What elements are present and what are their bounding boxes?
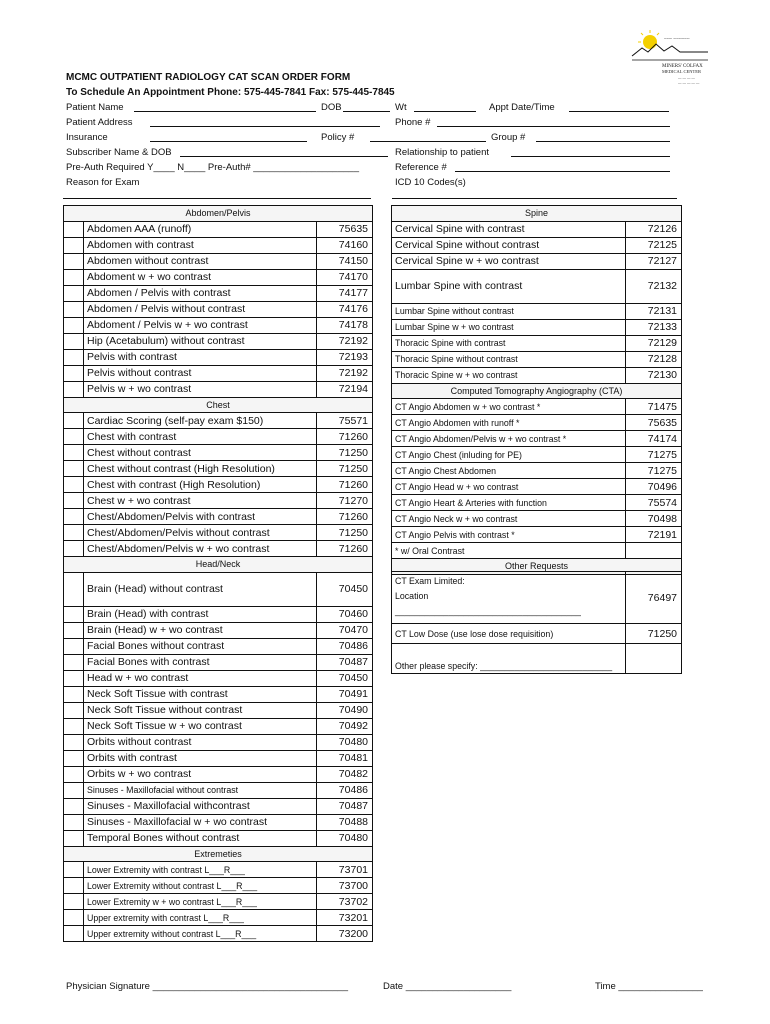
exam-row-lower-extremity-w-wo-contrast-l-r[interactable] bbox=[64, 894, 373, 910]
exam-label: Neck Soft Tissue with contrast bbox=[84, 686, 317, 702]
exam-row-abdomen-without-contrast[interactable] bbox=[64, 253, 373, 269]
reference-label: Reference # bbox=[395, 162, 447, 173]
exam-row-lumbar-spine-with-contrast[interactable] bbox=[392, 269, 682, 303]
cpt-code: 71270 bbox=[317, 493, 373, 509]
exam-checkbox[interactable] bbox=[64, 541, 84, 557]
exam-label: Brain (Head) w + wo contrast bbox=[84, 622, 317, 638]
exam-checkbox[interactable] bbox=[64, 878, 84, 894]
cpt-code: 70460 bbox=[317, 606, 373, 622]
exam-checkbox[interactable] bbox=[64, 509, 84, 525]
cpt-code: 70450 bbox=[317, 572, 373, 606]
exam-label: CT Angio Abdomen w + wo contrast * bbox=[392, 399, 626, 415]
relationship-field[interactable] bbox=[511, 156, 670, 157]
exam-checkbox[interactable] bbox=[64, 525, 84, 541]
exam-row-brain-head-w-wo-contrast[interactable] bbox=[64, 622, 373, 638]
phone-field[interactable] bbox=[437, 126, 670, 127]
appt-field[interactable] bbox=[569, 111, 669, 112]
exam-label: Thoracic Spine with contrast bbox=[392, 335, 626, 351]
exam-row-thoracic-spine-with-contrast[interactable] bbox=[392, 335, 682, 351]
cpt-code: 70491 bbox=[317, 686, 373, 702]
svg-text:MEDICAL CENTER: MEDICAL CENTER bbox=[662, 69, 701, 74]
exam-label: Lumbar Spine with contrast bbox=[392, 269, 626, 303]
svg-text:~~~ ~~~~~~: ~~~ ~~~~~~ bbox=[664, 37, 690, 42]
cpt-code: 72125 bbox=[626, 237, 682, 253]
cpt-code: 74150 bbox=[317, 253, 373, 269]
cpt-code: 71260 bbox=[317, 477, 373, 493]
exam-label: Lumbar Spine w + wo contrast bbox=[392, 319, 626, 335]
exam-checkbox[interactable] bbox=[64, 718, 84, 734]
exam-label: Abdomen AAA (runoff) bbox=[84, 221, 317, 237]
exam-row-w-oral-contrast[interactable] bbox=[392, 543, 682, 559]
cpt-code: 75635 bbox=[626, 415, 682, 431]
exam-label: CT Angio Head w + wo contrast bbox=[392, 479, 626, 495]
physician-signature[interactable]: Physician Signature _____________________________________ bbox=[66, 981, 349, 992]
insurance-field[interactable] bbox=[150, 141, 307, 142]
cpt-code: 74177 bbox=[317, 285, 373, 301]
svg-text:— — — —: — — — — bbox=[678, 76, 695, 80]
exam-label: Brain (Head) with contrast bbox=[84, 606, 317, 622]
ct-low-dose-code: 71250 bbox=[626, 624, 682, 644]
exam-row-ct-angio-abdomen-with-runoff[interactable] bbox=[392, 415, 682, 431]
exam-label: Thoracic Spine w + wo contrast bbox=[392, 367, 626, 383]
exam-row-head-w-wo-contrast[interactable] bbox=[64, 670, 373, 686]
exam-row-ct-angio-chest-inluding-for-pe[interactable] bbox=[392, 447, 682, 463]
exam-row-ct-angio-abdomen-w-wo-contrast[interactable] bbox=[392, 399, 682, 415]
exam-row-pelvis-w-wo-contrast[interactable] bbox=[64, 381, 373, 397]
exam-row-chest-with-contrast-high-resolution[interactable] bbox=[64, 477, 373, 493]
exam-label: Chest/Abdomen/Pelvis without contrast bbox=[84, 525, 317, 541]
exam-checkbox[interactable] bbox=[64, 782, 84, 798]
exam-row-orbits-w-wo-contrast[interactable] bbox=[64, 766, 373, 782]
exam-row-facial-bones-with-contrast[interactable] bbox=[64, 654, 373, 670]
exam-label: Lower Extremity with contrast L___R___ bbox=[84, 862, 317, 878]
reason-label: Reason for Exam bbox=[66, 177, 140, 188]
exam-checkbox[interactable] bbox=[64, 702, 84, 718]
cpt-code: 70490 bbox=[317, 702, 373, 718]
exam-label: Upper extremity with contrast L___R___ bbox=[84, 910, 317, 926]
cpt-code: 73201 bbox=[317, 910, 373, 926]
exam-label: Abdomen / Pelvis without contrast bbox=[84, 301, 317, 317]
policy-label: Policy # bbox=[321, 132, 355, 143]
exam-label: Abdoment w + wo contrast bbox=[84, 269, 317, 285]
exam-checkbox[interactable] bbox=[64, 477, 84, 493]
exam-row-cervical-spine-w-wo-contrast[interactable] bbox=[392, 253, 682, 269]
location-label: Location bbox=[395, 591, 429, 601]
section-header: Spine bbox=[392, 206, 682, 222]
dob-field[interactable] bbox=[343, 111, 390, 112]
exam-checkbox[interactable] bbox=[64, 253, 84, 269]
icd-field[interactable] bbox=[392, 198, 677, 199]
cpt-code: 70480 bbox=[317, 734, 373, 750]
exam-label: Pelvis w + wo contrast bbox=[84, 381, 317, 397]
cpt-code bbox=[626, 543, 682, 559]
cpt-code: 73702 bbox=[317, 894, 373, 910]
cpt-code: 75574 bbox=[626, 495, 682, 511]
exam-checkbox[interactable] bbox=[64, 766, 84, 782]
location-line: ______________________________________ bbox=[395, 606, 581, 616]
cpt-code: 72127 bbox=[626, 253, 682, 269]
cpt-code: 70486 bbox=[317, 638, 373, 654]
exam-row-neck-soft-tissue-w-wo-contrast[interactable] bbox=[64, 718, 373, 734]
exam-row-temporal-bones-without-contrast[interactable] bbox=[64, 830, 373, 846]
exam-row-ct-angio-pelvis-with-contrast[interactable] bbox=[392, 527, 682, 543]
cpt-code: 73200 bbox=[317, 926, 373, 942]
exam-row-upper-extremity-without-contrast-l-r[interactable] bbox=[64, 926, 373, 942]
exam-label: CT Angio Abdomen with runoff * bbox=[392, 415, 626, 431]
exam-checkbox[interactable] bbox=[64, 926, 84, 942]
cpt-code: 72130 bbox=[626, 367, 682, 383]
address-field[interactable] bbox=[150, 126, 380, 127]
exam-checkbox[interactable] bbox=[64, 862, 84, 878]
exam-label: Chest with contrast bbox=[84, 429, 317, 445]
exam-row-lumbar-spine-without-contrast[interactable] bbox=[392, 303, 682, 319]
exam-checkbox[interactable] bbox=[64, 830, 84, 846]
exam-label: Orbits with contrast bbox=[84, 750, 317, 766]
exam-checkbox[interactable] bbox=[64, 461, 84, 477]
cpt-code: 71475 bbox=[626, 399, 682, 415]
exam-checkbox[interactable] bbox=[64, 750, 84, 766]
exam-checkbox[interactable] bbox=[64, 654, 84, 670]
exam-checkbox[interactable] bbox=[64, 606, 84, 622]
exam-checkbox[interactable] bbox=[64, 285, 84, 301]
cpt-code: 72133 bbox=[626, 319, 682, 335]
cpt-code: 70482 bbox=[317, 766, 373, 782]
cpt-code: 74160 bbox=[317, 237, 373, 253]
exam-label: Thoracic Spine without contrast bbox=[392, 351, 626, 367]
exam-checkbox[interactable] bbox=[64, 317, 84, 333]
exam-checkbox[interactable] bbox=[64, 301, 84, 317]
ct-low-dose[interactable]: CT Low Dose (use lose dose requisition) bbox=[392, 624, 626, 644]
exam-checkbox[interactable] bbox=[64, 686, 84, 702]
cpt-code: 70450 bbox=[317, 670, 373, 686]
left-exam-table bbox=[63, 205, 373, 942]
subscriber-field[interactable] bbox=[180, 156, 388, 157]
exam-label: Lower Extremity without contrast L___R___ bbox=[84, 878, 317, 894]
exam-row-thoracic-spine-without-contrast[interactable] bbox=[392, 351, 682, 367]
exam-label: Sinuses - Maxillofacial withcontrast bbox=[84, 798, 317, 814]
signature-time[interactable]: Time ________________ bbox=[595, 981, 703, 992]
exam-checkbox[interactable] bbox=[64, 221, 84, 237]
section-header-row bbox=[392, 206, 682, 222]
exam-checkbox[interactable] bbox=[64, 798, 84, 814]
exam-row-abdoment-w-wo-contrast[interactable] bbox=[64, 269, 373, 285]
schedule-phone-fax: To Schedule An Appointment Phone: 575-445-7841 Fax: 575-445-7845 bbox=[66, 87, 395, 98]
section-header: Chest bbox=[64, 397, 373, 413]
exam-row-ct-angio-neck-w-wo-contrast[interactable] bbox=[392, 511, 682, 527]
exam-label: Chest with contrast (High Resolution) bbox=[84, 477, 317, 493]
exam-label: Facial Bones without contrast bbox=[84, 638, 317, 654]
exam-label: Temporal Bones without contrast bbox=[84, 830, 317, 846]
cpt-code: 72131 bbox=[626, 303, 682, 319]
exam-checkbox[interactable] bbox=[64, 734, 84, 750]
exam-checkbox[interactable] bbox=[64, 493, 84, 509]
exam-row-sinuses-maxillofacial-withcontrast[interactable] bbox=[64, 798, 373, 814]
exam-checkbox[interactable] bbox=[64, 910, 84, 926]
exam-label: Lower Extremity w + wo contrast L___R___ bbox=[84, 894, 317, 910]
exam-label: Abdomen with contrast bbox=[84, 237, 317, 253]
exam-row-lower-extremity-with-contrast-l-r[interactable] bbox=[64, 862, 373, 878]
cpt-code: 74178 bbox=[317, 317, 373, 333]
exam-checkbox[interactable] bbox=[64, 413, 84, 429]
cpt-code: 71250 bbox=[317, 461, 373, 477]
exam-label: Facial Bones with contrast bbox=[84, 654, 317, 670]
section-header-row bbox=[64, 846, 373, 862]
exam-label: Lumbar Spine without contrast bbox=[392, 303, 626, 319]
exam-row-cardiac-scoring-self-pay-exam-150[interactable] bbox=[64, 413, 373, 429]
exam-row-hip-acetabulum-without-contrast[interactable] bbox=[64, 333, 373, 349]
cpt-code: 70492 bbox=[317, 718, 373, 734]
section-header: Abdomen/Pelvis bbox=[64, 206, 373, 222]
exam-row-ct-angio-heart-arteries-with-function[interactable] bbox=[392, 495, 682, 511]
wt-label: Wt bbox=[395, 102, 407, 113]
exam-row-brain-head-without-contrast[interactable] bbox=[64, 572, 373, 606]
svg-text:MINERS' COLFAX: MINERS' COLFAX bbox=[662, 64, 703, 69]
other-requests-table bbox=[391, 571, 682, 674]
cpt-code: 72132 bbox=[626, 269, 682, 303]
exam-row-cervical-spine-with-contrast[interactable] bbox=[392, 221, 682, 237]
other-code-cell bbox=[626, 644, 682, 674]
exam-row-ct-angio-chest-abdomen[interactable] bbox=[392, 463, 682, 479]
cpt-code: 72126 bbox=[626, 221, 682, 237]
policy-field[interactable] bbox=[370, 141, 486, 142]
cpt-code: 73700 bbox=[317, 878, 373, 894]
exam-label: Chest/Abdomen/Pelvis with contrast bbox=[84, 509, 317, 525]
cpt-code: 75635 bbox=[317, 221, 373, 237]
exam-checkbox[interactable] bbox=[64, 894, 84, 910]
preauth-required[interactable]: Pre-Auth Required Y____ N____ Pre-Auth# ____________________ bbox=[66, 162, 359, 173]
phone-label: Phone # bbox=[395, 117, 431, 128]
exam-row-chest-without-contrast[interactable] bbox=[64, 445, 373, 461]
section-header: Extremeties bbox=[64, 846, 373, 862]
exam-label: Pelvis without contrast bbox=[84, 365, 317, 381]
reason-field[interactable] bbox=[63, 198, 371, 199]
patient-name-field[interactable] bbox=[134, 111, 316, 112]
reference-field[interactable] bbox=[455, 171, 670, 172]
exam-row-chest-with-contrast[interactable] bbox=[64, 429, 373, 445]
exam-row-abdomen-pelvis-with-contrast[interactable] bbox=[64, 285, 373, 301]
right-exam-table bbox=[391, 205, 682, 575]
cpt-code: 72128 bbox=[626, 351, 682, 367]
cpt-code: 70498 bbox=[626, 511, 682, 527]
exam-label: Neck Soft Tissue without contrast bbox=[84, 702, 317, 718]
section-header-row bbox=[64, 557, 373, 573]
exam-row-neck-soft-tissue-with-contrast[interactable] bbox=[64, 686, 373, 702]
exam-checkbox[interactable] bbox=[64, 622, 84, 638]
exam-label: Abdomen / Pelvis with contrast bbox=[84, 285, 317, 301]
exam-label: CT Angio Pelvis with contrast * bbox=[392, 527, 626, 543]
exam-label: CT Angio Neck w + wo contrast bbox=[392, 511, 626, 527]
exam-label: CT Angio Abdomen/Pelvis w + wo contrast * bbox=[392, 431, 626, 447]
cpt-code: 71260 bbox=[317, 429, 373, 445]
cpt-code: 71250 bbox=[317, 445, 373, 461]
exam-label: * w/ Oral Contrast bbox=[392, 543, 626, 559]
exam-label: Cardiac Scoring (self-pay exam $150) bbox=[84, 413, 317, 429]
exam-row-abdomen-aaa-runoff[interactable] bbox=[64, 221, 373, 237]
wt-field[interactable] bbox=[414, 111, 476, 112]
signature-date[interactable]: Date ____________________ bbox=[383, 981, 512, 992]
exam-row-pelvis-without-contrast[interactable] bbox=[64, 365, 373, 381]
exam-label: Pelvis with contrast bbox=[84, 349, 317, 365]
exam-label: Abdomen without contrast bbox=[84, 253, 317, 269]
section-header-row bbox=[64, 206, 373, 222]
other-please-specify[interactable]: Other please specify: ___________________________ bbox=[392, 644, 626, 674]
exam-row-ct-angio-abdomen-pelvis-w-wo-contrast[interactable] bbox=[392, 431, 682, 447]
exam-row-orbits-with-contrast[interactable] bbox=[64, 750, 373, 766]
cpt-code: 70470 bbox=[317, 622, 373, 638]
ct-exam-limited-label: CT Exam Limited: bbox=[395, 576, 465, 586]
exam-label: Brain (Head) without contrast bbox=[84, 572, 317, 606]
patient-name-label: Patient Name bbox=[66, 102, 124, 113]
exam-checkbox[interactable] bbox=[64, 269, 84, 285]
exam-row-ct-angio-head-w-wo-contrast[interactable] bbox=[392, 479, 682, 495]
exam-checkbox[interactable] bbox=[64, 572, 84, 606]
cpt-code: 70481 bbox=[317, 750, 373, 766]
exam-checkbox[interactable] bbox=[64, 670, 84, 686]
insurance-label: Insurance bbox=[66, 132, 108, 143]
exam-checkbox[interactable] bbox=[64, 429, 84, 445]
exam-row-orbits-without-contrast[interactable] bbox=[64, 734, 373, 750]
relationship-label: Relationship to patient bbox=[395, 147, 490, 158]
exam-label: Chest without contrast (High Resolution) bbox=[84, 461, 317, 477]
exam-label: Cervical Spine w + wo contrast bbox=[392, 253, 626, 269]
appt-label: Appt Date/Time bbox=[489, 102, 555, 113]
exam-row-sinuses-maxillofacial-without-contrast[interactable] bbox=[64, 782, 373, 798]
exam-checkbox[interactable] bbox=[64, 814, 84, 830]
exam-label: Neck Soft Tissue w + wo contrast bbox=[84, 718, 317, 734]
cpt-code: 74170 bbox=[317, 269, 373, 285]
exam-row-neck-soft-tissue-without-contrast[interactable] bbox=[64, 702, 373, 718]
section-header: Head/Neck bbox=[64, 557, 373, 573]
cpt-code: 71275 bbox=[626, 447, 682, 463]
ct-exam-limited-cell[interactable] bbox=[392, 572, 626, 624]
cpt-code: 70488 bbox=[317, 814, 373, 830]
exam-row-pelvis-with-contrast[interactable] bbox=[64, 349, 373, 365]
medical-center-logo bbox=[628, 26, 710, 88]
exam-row-chest-w-wo-contrast[interactable] bbox=[64, 493, 373, 509]
address-label: Patient Address bbox=[66, 117, 133, 128]
cpt-code: 72193 bbox=[317, 349, 373, 365]
cpt-code: 72129 bbox=[626, 335, 682, 351]
exam-row-abdomen-with-contrast[interactable] bbox=[64, 237, 373, 253]
exam-row-thoracic-spine-w-wo-contrast[interactable] bbox=[392, 367, 682, 383]
cpt-code: 72191 bbox=[626, 527, 682, 543]
exam-checkbox[interactable] bbox=[64, 365, 84, 381]
exam-row-chest-abdomen-pelvis-with-contrast[interactable] bbox=[64, 509, 373, 525]
icd-label: ICD 10 Codes(s) bbox=[395, 177, 466, 188]
subscriber-label: Subscriber Name & DOB bbox=[66, 147, 172, 158]
exam-row-upper-extremity-with-contrast-l-r[interactable] bbox=[64, 910, 373, 926]
cpt-code: 70487 bbox=[317, 798, 373, 814]
cpt-code: 71260 bbox=[317, 509, 373, 525]
exam-row-lower-extremity-without-contrast-l-r[interactable] bbox=[64, 878, 373, 894]
exam-row-abdoment-pelvis-w-wo-contrast[interactable] bbox=[64, 317, 373, 333]
ct-exam-limited-code: 76497 bbox=[626, 572, 682, 624]
exam-checkbox[interactable] bbox=[64, 349, 84, 365]
cpt-code: 70496 bbox=[626, 479, 682, 495]
exam-label: CT Angio Chest Abdomen bbox=[392, 463, 626, 479]
cpt-code: 72194 bbox=[317, 381, 373, 397]
dob-label: DOB bbox=[321, 102, 342, 113]
cpt-code: 72192 bbox=[317, 365, 373, 381]
cpt-code: 71250 bbox=[317, 525, 373, 541]
exam-label: Sinuses - Maxillofacial without contrast bbox=[84, 782, 317, 798]
svg-text:— — — — —: — — — — — bbox=[678, 81, 700, 85]
exam-label: Orbits w + wo contrast bbox=[84, 766, 317, 782]
cpt-code: 75571 bbox=[317, 413, 373, 429]
cpt-code: 70487 bbox=[317, 654, 373, 670]
section-header-row bbox=[64, 397, 373, 413]
exam-label: Orbits without contrast bbox=[84, 734, 317, 750]
cpt-code: 74176 bbox=[317, 301, 373, 317]
exam-row-chest-without-contrast-high-resolution[interactable] bbox=[64, 461, 373, 477]
group-label: Group # bbox=[491, 132, 526, 143]
exam-row-chest-abdomen-pelvis-without-contrast[interactable] bbox=[64, 525, 373, 541]
cpt-code: 71260 bbox=[317, 541, 373, 557]
exam-row-facial-bones-without-contrast[interactable] bbox=[64, 638, 373, 654]
exam-label: Chest w + wo contrast bbox=[84, 493, 317, 509]
exam-label: Hip (Acetabulum) without contrast bbox=[84, 333, 317, 349]
cpt-code: 72192 bbox=[317, 333, 373, 349]
cpt-code: 73701 bbox=[317, 862, 373, 878]
exam-label: Chest/Abdomen/Pelvis w + wo contrast bbox=[84, 541, 317, 557]
exam-checkbox[interactable] bbox=[64, 237, 84, 253]
cpt-code: 71275 bbox=[626, 463, 682, 479]
exam-row-brain-head-with-contrast[interactable] bbox=[64, 606, 373, 622]
exam-label: CT Angio Heart & Arteries with function bbox=[392, 495, 626, 511]
exam-row-cervical-spine-without-contrast[interactable] bbox=[392, 237, 682, 253]
exam-label: Upper extremity without contrast L___R___ bbox=[84, 926, 317, 942]
form-title: MCMC OUTPATIENT RADIOLOGY CAT SCAN ORDER FORM bbox=[66, 72, 351, 83]
section-header: Computed Tomography Angiography (CTA) bbox=[392, 383, 682, 399]
exam-label: Chest without contrast bbox=[84, 445, 317, 461]
exam-label: Head w + wo contrast bbox=[84, 670, 317, 686]
exam-label: Abdoment / Pelvis w + wo contrast bbox=[84, 317, 317, 333]
exam-label: Cervical Spine with contrast bbox=[392, 221, 626, 237]
exam-checkbox[interactable] bbox=[64, 445, 84, 461]
exam-label: Cervical Spine without contrast bbox=[392, 237, 626, 253]
cpt-code: 70480 bbox=[317, 830, 373, 846]
section-header: Other Requests bbox=[392, 559, 682, 575]
exam-label: Sinuses - Maxillofacial w + wo contrast bbox=[84, 814, 317, 830]
section-header-row bbox=[392, 383, 682, 399]
exam-label: CT Angio Chest (inluding for PE) bbox=[392, 447, 626, 463]
exam-checkbox[interactable] bbox=[64, 333, 84, 349]
exam-row-abdomen-pelvis-without-contrast[interactable] bbox=[64, 301, 373, 317]
cpt-code: 70486 bbox=[317, 782, 373, 798]
exam-checkbox[interactable] bbox=[64, 381, 84, 397]
exam-checkbox[interactable] bbox=[64, 638, 84, 654]
exam-row-chest-abdomen-pelvis-w-wo-contrast[interactable] bbox=[64, 541, 373, 557]
exam-row-lumbar-spine-w-wo-contrast[interactable] bbox=[392, 319, 682, 335]
cpt-code: 74174 bbox=[626, 431, 682, 447]
group-field[interactable] bbox=[536, 141, 670, 142]
exam-row-sinuses-maxillofacial-w-wo-contrast[interactable] bbox=[64, 814, 373, 830]
